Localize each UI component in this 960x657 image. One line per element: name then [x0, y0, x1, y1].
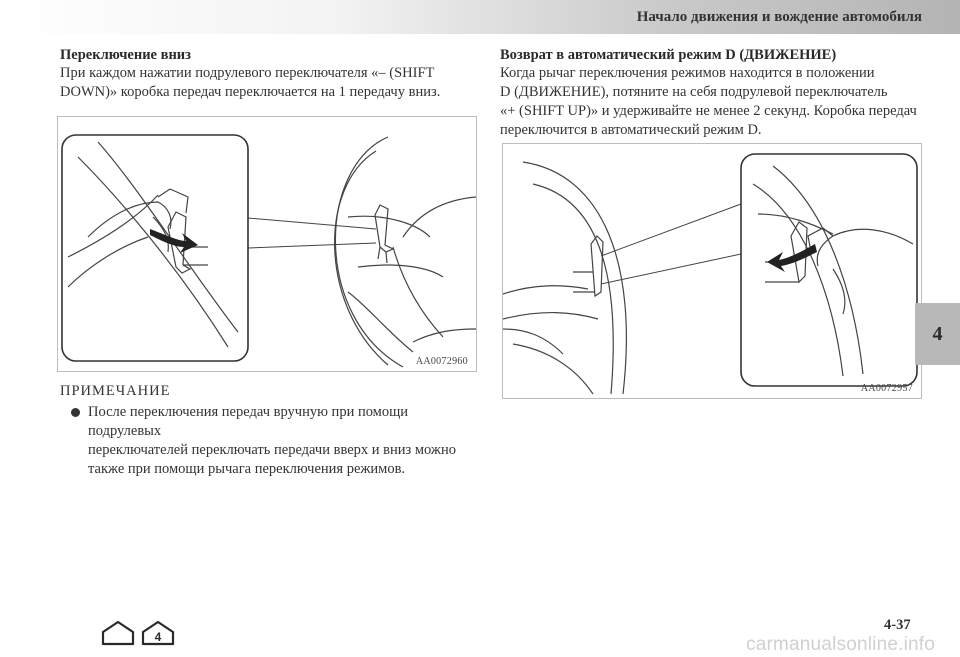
- steering-paddle-illustration: [58, 117, 476, 371]
- note-block: [60, 382, 480, 479]
- note-list-item: [60, 403, 480, 479]
- left-paragraph-line: При каждом нажатии подрулевого переключателя «– (SHIFT: [60, 65, 435, 81]
- note-line: переключателей переключать передачи вверх и вниз можно: [88, 442, 456, 458]
- bullet-icon: [71, 408, 80, 417]
- watermark: carmanualsonline.info: [746, 634, 936, 655]
- figure-code: AA0072957: [860, 383, 913, 394]
- right-paragraph-line: D (ДВИЖЕНИЕ), потяните на себя подрулевой переключатель: [500, 84, 888, 100]
- figure-return-auto: [502, 143, 922, 399]
- left-column: [60, 46, 475, 102]
- note-line: После переключения передач вручную при помощи подрулевых: [88, 404, 409, 439]
- note-title: ПРИМЕЧАНИЕ: [60, 383, 171, 399]
- steering-paddle-illustration: [503, 144, 921, 398]
- right-paragraph-line: переключится в автоматический режим D.: [500, 122, 762, 138]
- footer-nav-icons: [100, 620, 182, 646]
- footer-nav: [100, 620, 182, 651]
- right-paragraph-line: Когда рычаг переключения режимов находится в положении: [500, 65, 875, 81]
- section-heading-shift-down: Переключение вниз: [60, 47, 191, 63]
- figure-code: AA0072960: [415, 356, 468, 367]
- figure-shift-down: [57, 116, 477, 372]
- note-line: также при помощи рычага переключения режимов.: [88, 461, 406, 477]
- page-header-title: Начало движения и вождение автомобиля: [636, 9, 922, 25]
- left-paragraph-line: DOWN)» коробка передач переключается на 1 передачу вниз.: [60, 84, 441, 100]
- section-heading-return-auto: Возврат в автоматический режим D (ДВИЖЕНИЕ): [500, 47, 837, 63]
- chapter-home-number: 4: [154, 630, 162, 644]
- page-number: 4-37: [884, 617, 911, 633]
- right-paragraph-line: «+ (SHIFT UP)» и удерживайте не менее 2 секунд. Коробка передач: [500, 103, 917, 119]
- right-column: [500, 46, 920, 140]
- header-band: [0, 0, 960, 34]
- home-icon[interactable]: [103, 622, 133, 644]
- chapter-tab[interactable]: [915, 303, 960, 365]
- chapter-number: 4: [932, 322, 943, 345]
